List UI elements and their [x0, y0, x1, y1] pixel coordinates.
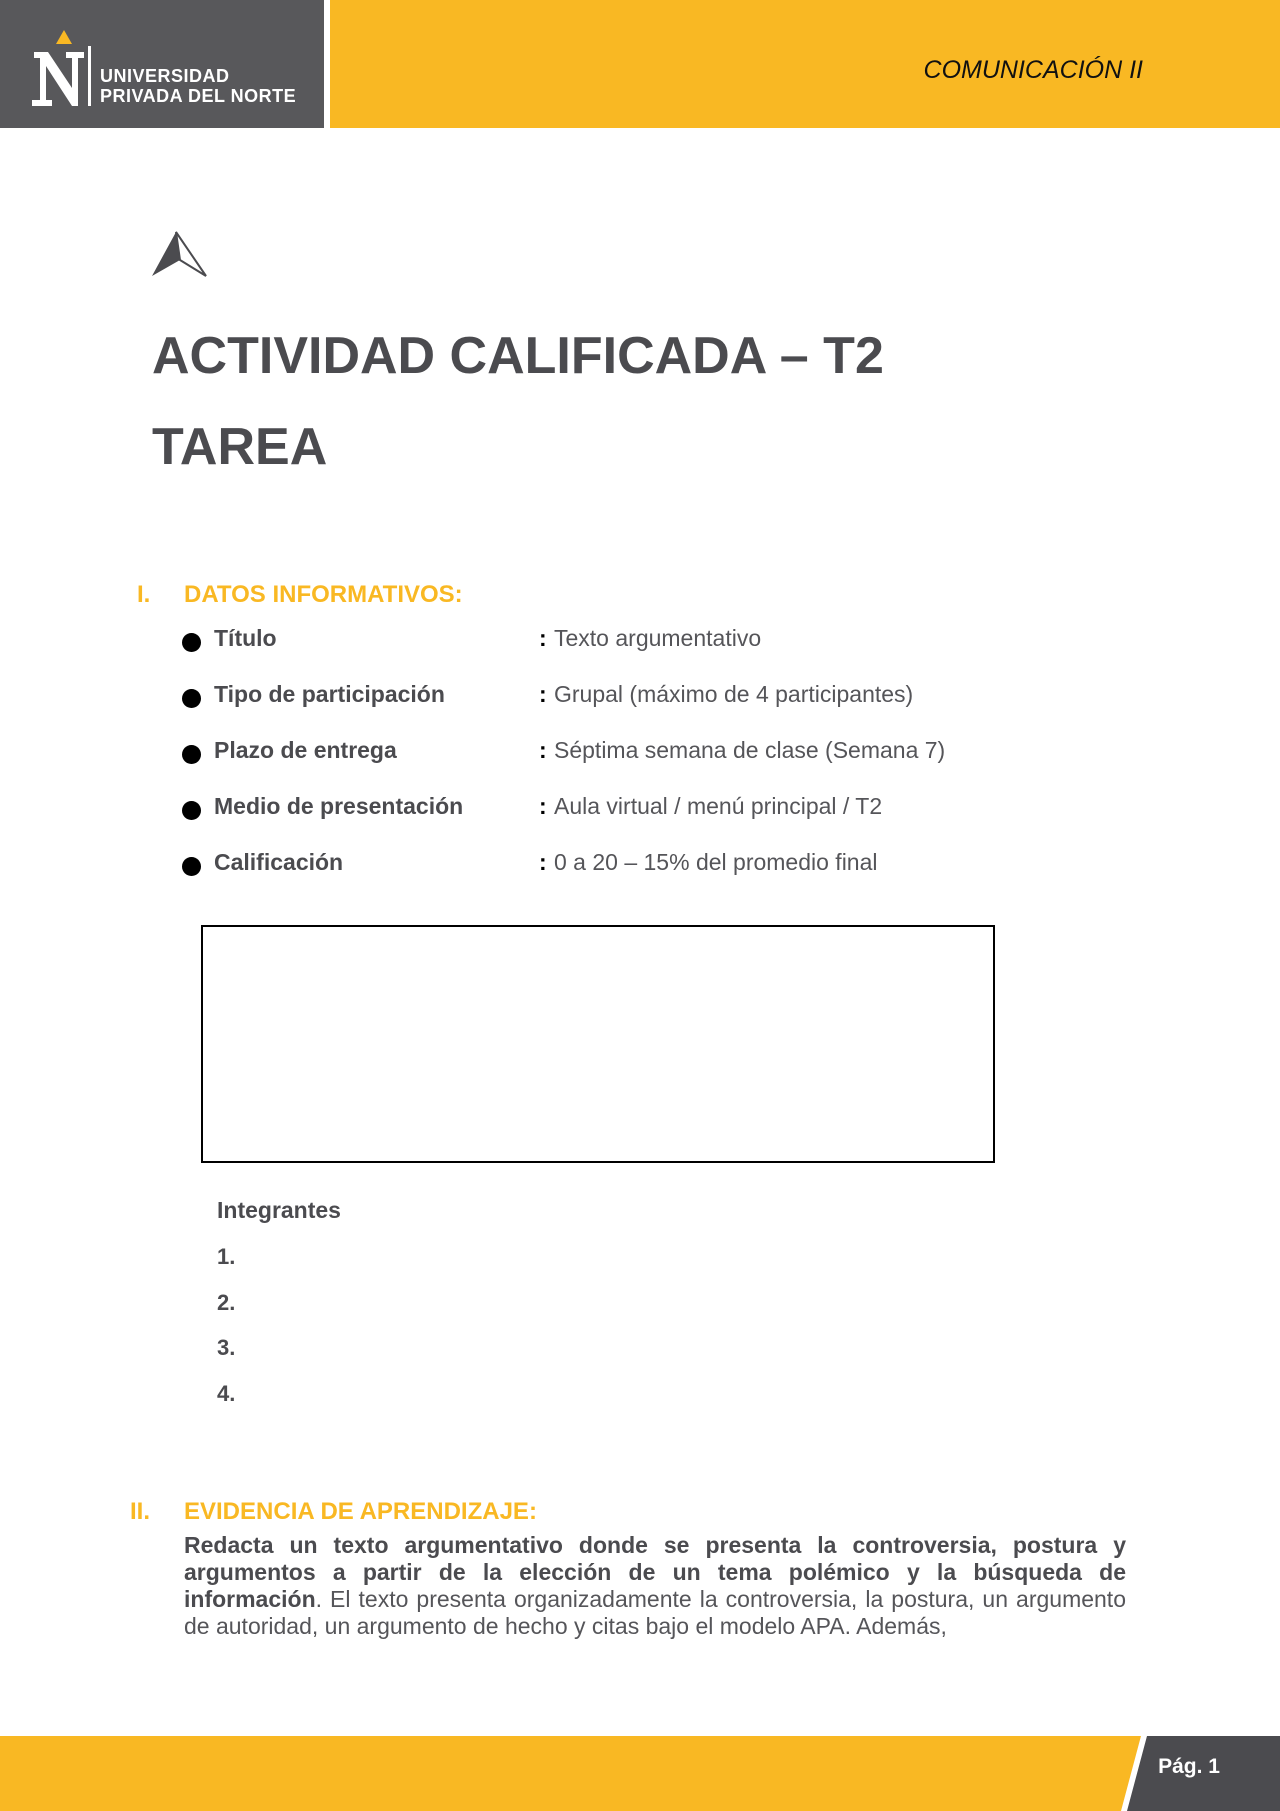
info-colon: :	[539, 737, 547, 763]
evidence-bold-text: Redacta un texto argumentativo donde se presenta la controversia, postura y argumentos a partir de la elección de un tema polémico y la búsqueda de información	[184, 1532, 1126, 1612]
bullet-icon	[182, 689, 201, 708]
info-value: Grupal (máximo de 4 participantes)	[554, 681, 914, 707]
info-row-medium	[182, 793, 1082, 823]
navigation-arrow-icon	[150, 230, 208, 278]
member-item: 2.	[217, 1290, 236, 1315]
info-colon: :	[539, 793, 547, 819]
member-item: 3.	[217, 1335, 236, 1360]
info-colon: :	[539, 849, 547, 875]
info-label: Título	[214, 625, 277, 651]
section2-number: II.	[130, 1498, 151, 1525]
info-value: 0 a 20 – 15% del promedio final	[554, 849, 878, 875]
university-name	[100, 66, 296, 106]
info-value: Séptima semana de clase (Semana 7)	[554, 737, 946, 763]
section1-number: I.	[137, 581, 151, 608]
university-name-line1: UNIVERSIDAD	[100, 66, 230, 86]
info-label: Calificación	[214, 849, 344, 875]
page-number: Pág. 1	[1158, 1755, 1220, 1778]
info-row-participation	[182, 681, 1082, 711]
page-title-line1: ACTIVIDAD CALIFICADA – T2	[152, 327, 884, 385]
info-value: Texto argumentativo	[554, 625, 762, 651]
info-colon: :	[539, 625, 547, 651]
bullet-icon	[182, 633, 201, 652]
header-logo-panel	[0, 0, 327, 128]
section2-heading: EVIDENCIA DE APRENDIZAJE:	[184, 1498, 537, 1525]
university-logo-icon	[28, 30, 92, 106]
info-label: Plazo de entrega	[214, 737, 397, 763]
footer-bar	[0, 1736, 1280, 1811]
info-label: Medio de presentación	[214, 793, 464, 819]
members-label: Integrantes	[217, 1197, 341, 1223]
university-name-line2: PRIVADA DEL NORTE	[100, 86, 297, 106]
member-item: 1.	[217, 1244, 236, 1269]
info-colon: :	[539, 681, 547, 707]
bullet-icon	[182, 801, 201, 820]
info-row-grade	[182, 849, 1082, 879]
bullet-icon	[182, 857, 201, 876]
member-item: 4.	[217, 1381, 236, 1406]
evidence-paragraph	[184, 1532, 1126, 1640]
info-value: Aula virtual / menú principal / T2	[554, 793, 883, 819]
evidence-text: . El texto presenta organizadamente la controversia, la postura, un argumento de autoridad, un argumento de hecho y citas bajo el modelo APA. Además,	[184, 1586, 1126, 1639]
section1-heading: DATOS INFORMATIVOS:	[184, 581, 463, 608]
bullet-icon	[182, 745, 201, 764]
info-label: Tipo de participación	[214, 681, 445, 707]
info-row-title	[182, 625, 1082, 655]
page-title-line2: TAREA	[152, 418, 328, 476]
empty-frame	[201, 925, 995, 1163]
course-name: COMUNICACIÓN II	[923, 56, 1143, 84]
info-row-deadline	[182, 737, 1082, 767]
